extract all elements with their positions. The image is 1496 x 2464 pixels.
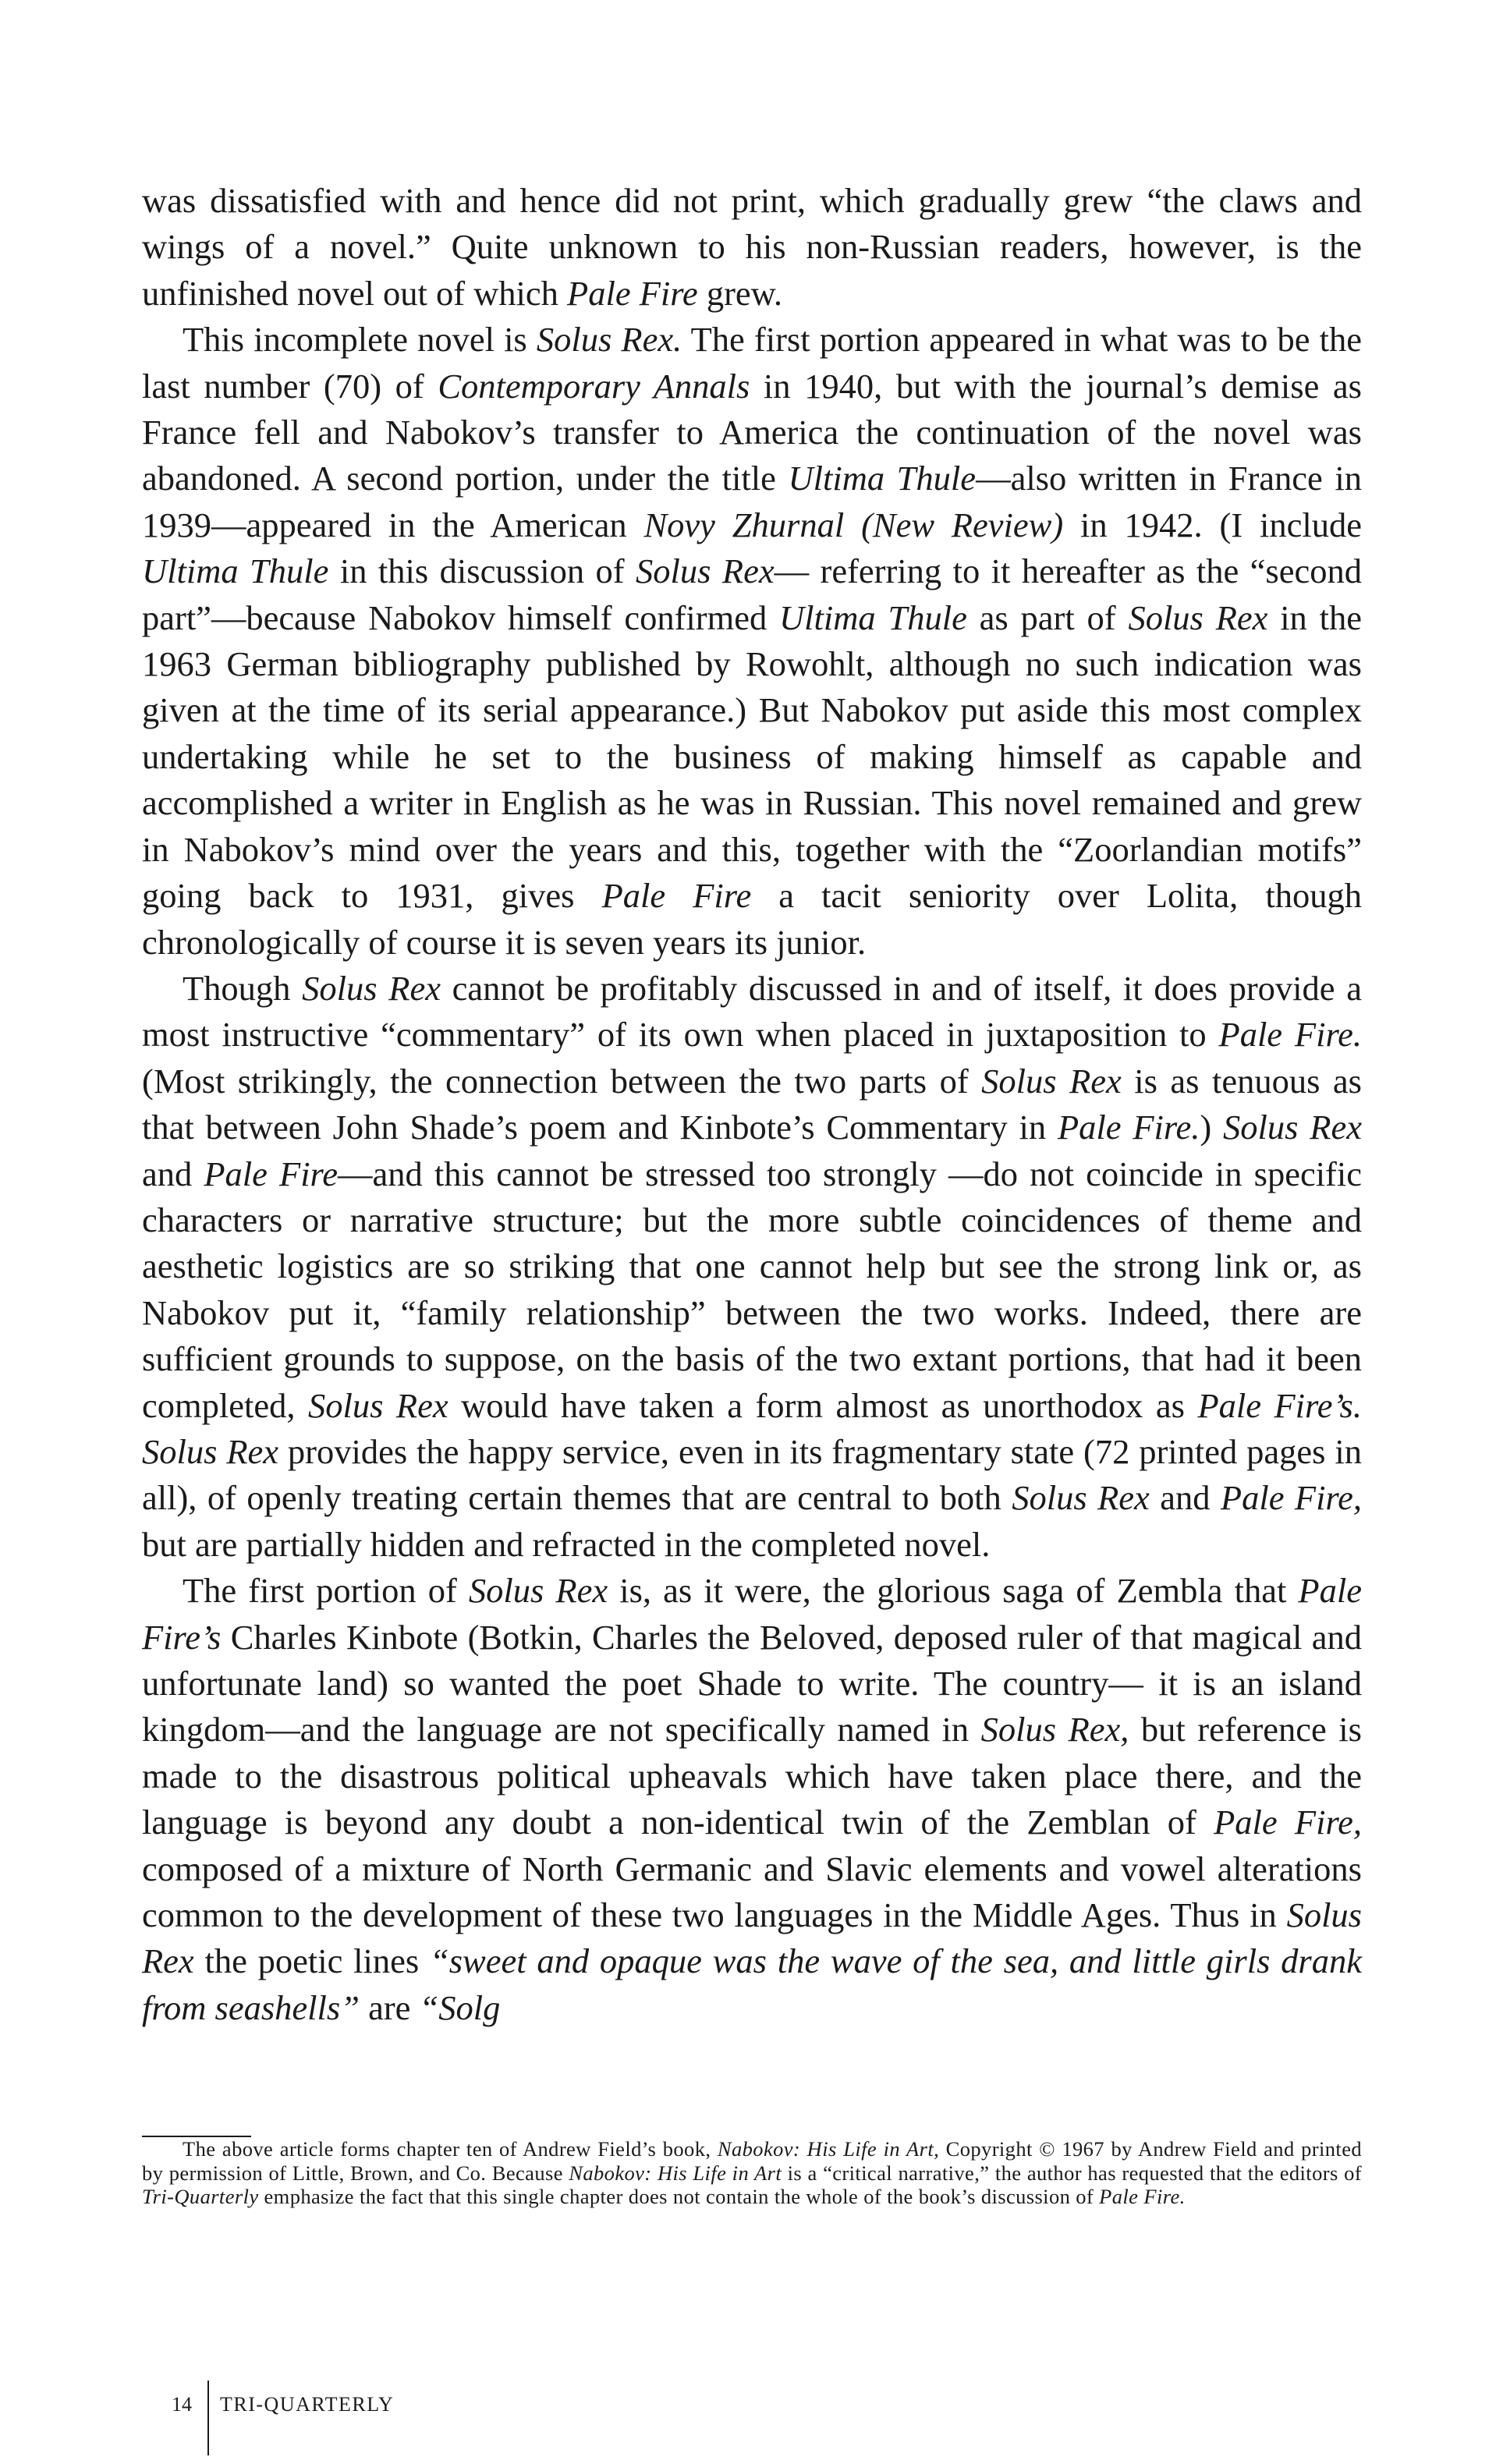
- italic-text-run: Solus Rex,: [980, 1710, 1129, 1750]
- italic-text-run: “Solg: [419, 1987, 501, 2027]
- text-run: as part of: [966, 597, 1129, 637]
- footnote: [142, 2137, 1362, 2209]
- text-run: in 1940, but with the journal’s demise as France fell and Nabokov’s transfer to America the continuation of the novel was abandoned. A second portion, under the title: [142, 366, 1362, 498]
- italic-text-run: Ultima Thule: [788, 459, 977, 498]
- italic-text-run: Pale Fire,: [1214, 1803, 1362, 1842]
- paragraph: [142, 178, 1362, 317]
- text-run: is, as it were, the glorious saga of Zembla that: [608, 1571, 1299, 1611]
- text-run: in the 1963 German bibliography published by Rowohlt, although no such indication was given at the time of its serial appearance.) But Nabokov put aside this most complex undertaking while he set to the business of making himself as capable and accomplished a writer in English as he was in Russian. This novel remained and grew in Nabokov’s mind over the years and this, together with the “Zoorlandian motifs” going back to 1931, gives: [142, 597, 1362, 916]
- paragraph: [142, 1568, 1362, 2031]
- text-run: Charles Kinbote (Botkin, Charles the Beloved, deposed ruler of that magical and unfortunate land) so wanted the poet Shade to write. The country— it is an island kingdom—and the language are not specifically named in: [142, 1617, 1362, 1750]
- italic-text-run: Solus Rex: [307, 1385, 448, 1425]
- text-run: composed of a mixture of North Germanic and Slavic elements and vowel alterations common to the development of these two languages in the Middle Ages. Thus in: [142, 1849, 1362, 1935]
- italic-text-run: Solus Rex: [636, 551, 775, 591]
- italic-text-run: Ultima Thule: [779, 597, 967, 637]
- paragraph: [142, 966, 1362, 1568]
- italic-text-run: Solus Rex.: [536, 320, 682, 360]
- italic-text-run: Pale Fire’s: [142, 1571, 1362, 1657]
- italic-text-run: Solus Rex: [142, 1895, 1362, 1981]
- text-run: and: [142, 1154, 204, 1193]
- italic-text-run: Pale Fire: [567, 273, 698, 313]
- text-run: the poetic lines: [193, 1941, 430, 1981]
- text-run: in this discussion of: [328, 551, 636, 591]
- text-run: Copyright © 1967 by Andrew Field and printed by permission of Little, Brown, and Co. Because: [142, 2137, 1363, 2185]
- text-run: cannot be profitably discussed in and of itself, it does provide a most instructive “commentary” of its own when placed in juxtaposition to: [142, 968, 1362, 1055]
- italic-text-run: Pale Fire,: [1220, 1478, 1362, 1518]
- text-run: —and this cannot be stressed too strongly —do not coincide in specific characters or narrative structure; but the more subtle coincidences of theme and aesthetic logistics are so striking that one cannot help but see the strong link or, as Nabokov put it, “family relationship” between the two works. Indeed, there are sufficient grounds to suppose, on the basis of the two extant portions, that had it been completed,: [142, 1154, 1362, 1425]
- text-run: ): [1200, 1108, 1224, 1147]
- italic-text-run: Pale Fire.: [1218, 1015, 1363, 1055]
- text-run: provides the happy service, even in its fragmentary state (72 printed pages in all), of openly treating certain themes that are central to both: [142, 1431, 1362, 1518]
- italic-text-run: Pale Fire: [204, 1154, 338, 1193]
- text-run: (Most strikingly, the connection between the two parts of: [142, 1061, 982, 1101]
- italic-text-run: Solus Rex: [302, 968, 441, 1008]
- text-run: grew.: [697, 273, 783, 313]
- italic-text-run: Solus Rex: [468, 1571, 608, 1611]
- text-run: in 1942. (I include: [1063, 505, 1362, 544]
- text-run: was dissatisfied with and hence did not print, which gradually grew “the claws and wings of a novel.” Quite unknown to his non-Russian readers, however, is the unfinished novel out of which: [142, 181, 1362, 313]
- italic-text-run: Nabokov: His Life in Art: [569, 2161, 782, 2185]
- text-run: The first portion of: [183, 1571, 469, 1611]
- text-run: — referring to it hereafter as the “second part”—because Nabokov himself confirmed: [142, 551, 1362, 637]
- text-run: emphasize the fact that this single chapter does not contain the whole of the book’s discussion of: [258, 2185, 1100, 2209]
- italic-text-run: Pale Fire.: [1099, 2185, 1186, 2209]
- text-run: —also written in France in 1939—appeared in the American: [142, 459, 1363, 544]
- italic-text-run: Solus Rex: [1223, 1108, 1362, 1147]
- italic-text-run: Tri-Quarterly: [142, 2185, 259, 2209]
- running-footer-journal: TRI-QUARTERLY: [220, 2393, 395, 2416]
- italic-text-run: Pale Fire’s.: [1197, 1385, 1362, 1425]
- text-run: is a “critical narrative,” the author has requested that the editors of: [782, 2161, 1362, 2185]
- italic-text-run: Novy Zhurnal (New Review): [643, 505, 1064, 544]
- italic-text-run: Solus Rex: [1128, 597, 1268, 637]
- text-run: This incomplete novel is: [183, 320, 537, 360]
- text-run: but are partially hidden and refracted in the completed novel.: [142, 1524, 991, 1564]
- text-run: Though: [183, 968, 303, 1008]
- folio: [172, 2381, 394, 2429]
- italic-text-run: Ultima Thule: [142, 551, 329, 591]
- text-run: is as tenuous as that between John Shade’s poem and Kinbote’s Commentary in: [142, 1061, 1362, 1147]
- italic-text-run: Pale Fire: [601, 876, 752, 916]
- text-run: are: [359, 1987, 420, 2027]
- italic-text-run: Solus Rex: [1012, 1478, 1150, 1518]
- page-number: 14: [172, 2393, 192, 2416]
- text-run: The first portion appeared in what was to be the last number (70) of: [142, 320, 1362, 406]
- paragraph: [142, 317, 1362, 966]
- italic-text-run: Nabokov: His Life in Art,: [717, 2137, 940, 2161]
- text-run: and: [1149, 1478, 1221, 1518]
- text-run: but reference is made to the disastrous political upheavals which have taken place there, and the language is beyond any doubt a non-identical twin of the Zemblan of: [142, 1710, 1362, 1842]
- italic-text-run: Solus Rex: [142, 1431, 279, 1471]
- text-run: a tacit seniority over Lolita, though chronologically of course it is seven years its junior.: [142, 876, 1362, 962]
- text-run: The above article forms chapter ten of Andrew Field’s book,: [183, 2137, 718, 2161]
- italic-text-run: “sweet and opaque was the wave of the sea, and little girls drank from seashells”: [142, 1941, 1363, 2027]
- text-run: would have taken a form almost as unorthodox as: [448, 1385, 1198, 1425]
- article-body: [142, 178, 1362, 2031]
- italic-text-run: Solus Rex: [981, 1061, 1122, 1101]
- italic-text-run: Pale Fire.: [1057, 1108, 1200, 1147]
- italic-text-run: Contemporary Annals: [438, 366, 750, 406]
